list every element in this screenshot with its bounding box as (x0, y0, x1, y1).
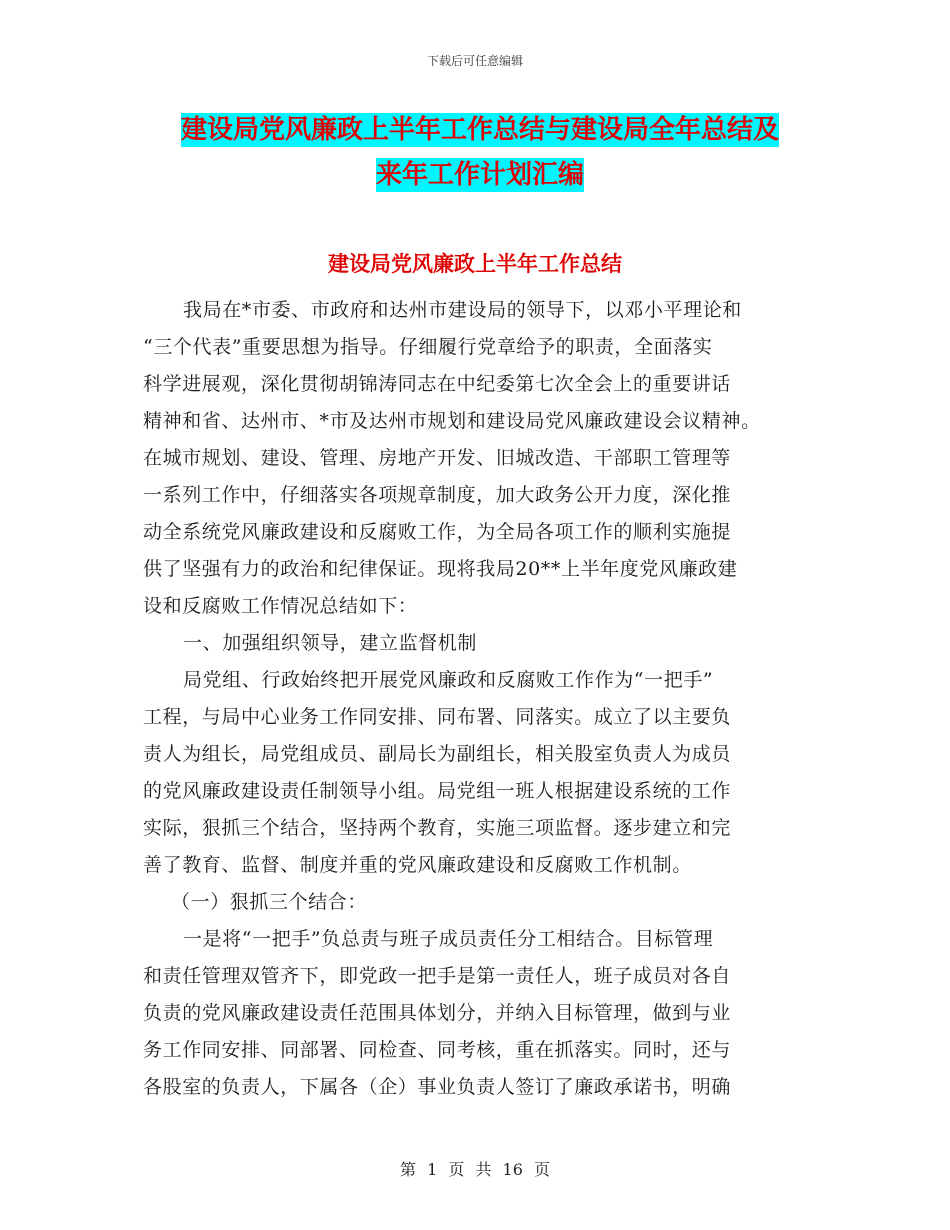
paragraph-line: 善了教育、监督、制度并重的党风廉政建设和反腐败工作机制。 (143, 854, 692, 876)
paragraph-line: 一是将“一把手”负总责与班子成员责任分工相结合。目标管理 (183, 928, 714, 950)
body-text (143, 292, 823, 1106)
paragraph-line: 的党风廉政建设责任制领导小组。局党组一班人根据建设系统的工作 (143, 780, 732, 802)
paragraph-line: 实际，狠抓三个结合，坚持两个教育，实施三项监督。逐步建立和完 (143, 817, 732, 839)
paragraph-line: 一系列工作中，仔细落实各项规章制度，加大政务公开力度，深化推 (143, 484, 732, 506)
subheading-line: （一）狠抓三个结合： (171, 891, 368, 913)
paragraph-line: 责人为组长，局党组成员、副局长为副组长，相关股室负责人为成员 (143, 743, 732, 765)
paragraph-line: 和责任管理双管齐下，即党政一把手是第一责任人，班子成员对各自 (143, 965, 732, 987)
document-title-line-1: 建设局党风廉政上半年工作总结与建设局全年总结及 (180, 115, 779, 145)
page-number-footer: 第 1 页 共 16 页 (400, 1160, 550, 1179)
paragraph-line: 各股室的负责人，下属各（企）事业负责人签订了廉政承诺书，明确 (143, 1076, 732, 1098)
section-title: 建设局党风廉政上半年工作总结 (328, 252, 622, 276)
paragraph-line: 设和反腐败工作情况总结如下： (143, 595, 418, 617)
document-title-line-2: 来年工作计划汇编 (375, 160, 584, 190)
subheading-line: 一、加强组织领导，建立监督机制 (183, 632, 478, 654)
paragraph-line: 精神和省、达州市、*市及达州市规划和建设局党风廉政建设会议精神。 (143, 410, 761, 432)
paragraph-line: 负责的党风廉政建设责任范围具体划分，并纳入目标管理，做到与业 (143, 1002, 732, 1024)
paragraph-line: 供了坚强有力的政治和纪律保证。现将我局20**上半年度党风廉政建 (143, 558, 738, 580)
paragraph-line: 工程，与局中心业务工作同安排、同布署、同落实。成立了以主要负 (143, 706, 732, 728)
document-title (140, 108, 820, 198)
paragraph-line: 科学进展观，深化贯彻胡锦涛同志在中纪委第七次全会上的重要讲话 (143, 373, 732, 395)
paragraph-line: 务工作同安排、同部署、同检查、同考核，重在抓落实。同时，还与 (143, 1039, 732, 1061)
paragraph-line: 局党组、行政始终把开展党风廉政和反腐败工作作为“一把手” (183, 669, 714, 691)
header-note: 下载后可任意编辑 (426, 54, 523, 68)
paragraph-line: 动全系统党风廉政建设和反腐败工作，为全局各项工作的顺利实施提 (143, 521, 732, 543)
paragraph-line: “三个代表”重要思想为指导。仔细履行党章给予的职责，全面落实 (143, 336, 713, 358)
paragraph-line: 在城市规划、建设、管理、房地产开发、旧城改造、干部职工管理等 (143, 447, 732, 469)
paragraph-line: 我局在*市委、市政府和达州市建设局的领导下，以邓小平理论和 (183, 299, 742, 321)
